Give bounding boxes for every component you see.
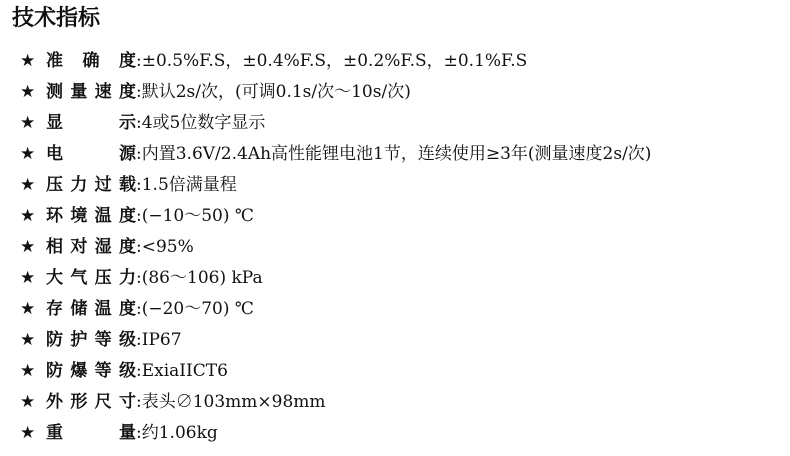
spec-row [20,201,651,232]
star-icon: ★ [20,144,36,164]
spec-colon: : [136,423,142,443]
spec-colon: : [136,268,142,288]
spec-label: 显示 [46,113,136,133]
spec-colon: : [136,206,142,226]
spec-row [20,263,651,294]
spec-list [20,46,651,449]
spec-value: 表头∅103mm×98mm [141,392,326,412]
spec-row [20,294,651,325]
spec-row [20,170,651,201]
spec-value: IP67 [141,330,182,350]
spec-value: ±0.5%F.S，±0.4%F.S，±0.2%F.S，±0.1%F.S [141,51,528,71]
spec-value: 4或5位数字显示 [141,113,266,133]
star-icon: ★ [20,206,36,226]
spec-value: 默认2s/次，(可调0.1s/次～10s/次) [141,82,411,102]
spec-label: 相对湿度 [46,237,136,257]
spec-label: 环境温度 [46,206,136,226]
spec-label: 准确度 [46,51,136,71]
spec-value: 内置3.6V/2.4Ah高性能锂电池1节，连续使用≥3年(测量速度2s/次) [141,144,652,164]
spec-value: 1.5倍满量程 [141,175,237,195]
star-icon: ★ [20,82,36,102]
spec-label: 大气压力 [46,268,136,288]
page-title: 技术指标 [12,6,101,31]
spec-colon: : [136,175,142,195]
spec-colon: : [136,144,142,164]
star-icon: ★ [20,361,36,381]
star-icon: ★ [20,237,36,257]
spec-row [20,325,651,356]
spec-value: <95% [141,237,194,257]
spec-value: 约1.06kg [141,423,218,443]
spec-row [20,232,651,263]
spec-label: 防爆等级 [46,361,136,381]
star-icon: ★ [20,175,36,195]
spec-label: 防护等级 [46,330,136,350]
star-icon: ★ [20,51,36,71]
star-icon: ★ [20,423,36,443]
spec-row [20,77,651,108]
spec-label: 存储温度 [46,299,136,319]
spec-colon: : [136,113,142,133]
star-icon: ★ [20,392,36,412]
spec-label: 测量速度 [46,82,136,102]
spec-label: 压力过载 [46,175,136,195]
star-icon: ★ [20,268,36,288]
spec-colon: : [136,392,142,412]
star-icon: ★ [20,299,36,319]
spec-row [20,356,651,387]
spec-label: 重量 [46,423,136,443]
star-icon: ★ [20,113,36,133]
spec-colon: : [136,330,142,350]
spec-label: 电源 [46,144,136,164]
spec-colon: : [136,82,142,102]
spec-value: (−10～50) ℃ [141,206,254,226]
spec-value: (−20～70) ℃ [141,299,254,319]
spec-row [20,387,651,418]
spec-label: 外形尺寸 [46,392,136,412]
spec-colon: : [136,299,142,319]
spec-row [20,108,651,139]
spec-row [20,418,651,449]
spec-colon: : [136,237,142,257]
spec-row [20,139,651,170]
star-icon: ★ [20,330,36,350]
spec-colon: : [136,51,142,71]
spec-colon: : [136,361,142,381]
spec-value: ExiaIICT6 [141,361,228,381]
spec-value: (86～106) kPa [141,268,263,288]
spec-row [20,46,651,77]
